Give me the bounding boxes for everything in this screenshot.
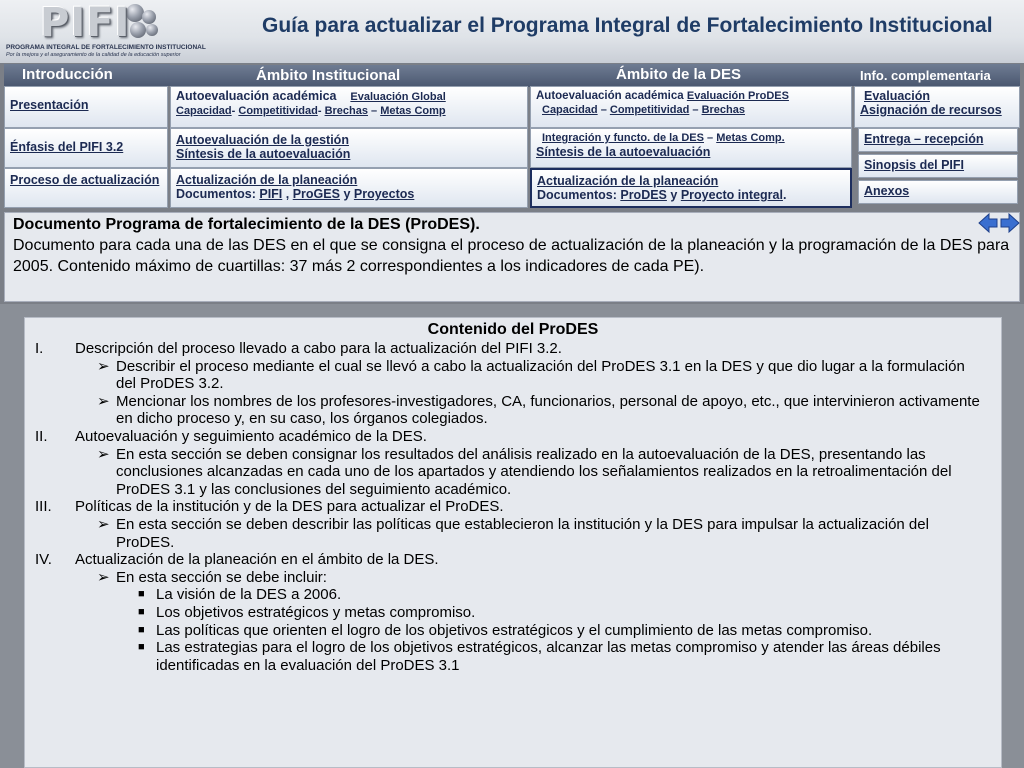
nav-info-sinopsis[interactable]: [858, 154, 1018, 178]
inst-eval-global-link[interactable]: Evaluación Global: [350, 91, 446, 103]
inst-gestion-link[interactable]: Autoevaluación de la gestión: [176, 133, 349, 147]
arrow-bullet-icon: ➢: [97, 568, 110, 586]
next-arrow-icon[interactable]: [1000, 212, 1020, 234]
bullet-item: [25, 516, 1001, 551]
info-asignacion-link[interactable]: Asignación de recursos: [860, 103, 1002, 117]
header-info-label: Info. complementaria: [860, 68, 991, 83]
info-sinopsis-link[interactable]: Sinopsis del PIFI: [864, 158, 965, 172]
section-text: Políticas de la institución y de la DES para actualizar el ProDES.: [75, 498, 504, 516]
bullet-text: En esta sección se deben describir las políticas que establecieron la institución y la DES para impulsar la actualización del ProDES.: [116, 515, 929, 551]
arrow-bullet-icon: ➢: [97, 515, 110, 533]
arrow-bullet-icon: ➢: [97, 357, 110, 375]
section-text: Descripción del proceso llevado a cabo para la actualización del PIFI 3.2.: [75, 340, 562, 357]
section-number: IV.: [35, 551, 52, 569]
sub-bullet-text: Los objetivos estratégicos y metas compromiso.: [156, 603, 476, 621]
logo-tagline: Por la mejora y el aseguramiento de la calidad de la educación superior: [6, 52, 181, 58]
nav-inst-actualizacion[interactable]: Actualización de la planeación Documentos: PIFI , ProGES y Proyectos: [170, 168, 528, 208]
nav-des-autoevaluacion[interactable]: Autoevaluación académica Evaluación ProDES Capacidad – Competitividad – Brechas: [530, 86, 852, 128]
logo-sphere-icon: [146, 24, 158, 36]
pifi-logo[interactable]: [4, 0, 206, 60]
des-competitividad-link[interactable]: Competitividad: [609, 104, 690, 116]
nav-info-anexos[interactable]: [858, 180, 1018, 204]
description-title: Documento Programa de fortalecimiento de la DES (ProDES).: [13, 216, 480, 233]
nav-des-integracion[interactable]: Integración y functo. de la DES – Metas Comp. Síntesis de la autoevaluación: [530, 128, 852, 168]
des-actualizacion-link[interactable]: Actualización de la planeación: [537, 174, 719, 188]
des-capacidad-link[interactable]: Capacidad: [542, 104, 598, 116]
nav-proceso-actualizacion[interactable]: [4, 168, 168, 208]
header-introduccion-label: Introducción: [22, 66, 113, 83]
sub-bullet-text: Las políticas que orienten el logro de los objetivos estratégicos y el cumplimiento de las metas compromiso.: [156, 621, 873, 639]
nav-presentacion[interactable]: [4, 86, 168, 128]
nav-info-evaluacion[interactable]: [854, 86, 1020, 128]
header-introduccion: [4, 64, 170, 86]
previous-arrow-icon[interactable]: [978, 212, 998, 234]
inst-autoeval-label: Autoevaluación académica: [176, 89, 337, 103]
nav-inst-gestion[interactable]: [170, 128, 528, 168]
sub-bullet-item: [25, 639, 1001, 674]
inst-brechas-link[interactable]: Brechas: [324, 105, 368, 117]
inst-proges-link[interactable]: ProGES: [292, 187, 340, 201]
info-entrega-link[interactable]: Entrega – recepción: [864, 132, 984, 146]
logo-letters: PIFI: [40, 0, 131, 46]
section-2: [25, 428, 1001, 446]
des-documentos-label: Documentos:: [537, 188, 617, 202]
section-text: Actualización de la planeación en el ámbito de la DES.: [75, 551, 439, 569]
bullet-text: Mencionar los nombres de los profesores-investigadores, CA, funcionarios, personal de apoyo, etc., que intervinieron activamente en dicho proceso y, en su caso, los órganos colegiados.: [116, 392, 980, 428]
des-eval-prodes-link[interactable]: Evaluación ProDES: [686, 90, 789, 102]
arrow-bullet-icon: ➢: [97, 445, 110, 463]
info-anexos-link[interactable]: Anexos: [864, 184, 910, 198]
contenido-title: Contenido del ProDES: [427, 321, 599, 338]
inst-pifi-link[interactable]: PIFI: [259, 187, 283, 201]
arrow-bullet-icon: ➢: [97, 392, 110, 410]
nav-presentacion-link[interactable]: Presentación: [10, 98, 89, 112]
sub-bullet-item: [25, 586, 1001, 604]
logo-subtitle: PROGRAMA INTEGRAL DE FORTALECIMIENTO INSTITUCIONAL: [6, 44, 206, 51]
nav-info-entrega[interactable]: [858, 128, 1018, 152]
nav-enfasis[interactable]: [4, 128, 168, 168]
page-title: Guía para actualizar el Programa Integral de Fortalecimiento Institucional: [262, 14, 993, 37]
document-description: [4, 212, 1020, 302]
section-text: Autoevaluación y seguimiento académico de la DES.: [75, 427, 427, 445]
contenido-prodes-panel: [24, 317, 1002, 768]
bullet-text: En esta sección se debe incluir:: [116, 568, 327, 586]
header-ambito-des: [530, 64, 854, 86]
logo-sphere-icon: [142, 10, 156, 24]
section-number: III.: [35, 498, 52, 516]
square-bullet-icon: ■: [138, 605, 145, 618]
nav-des-actualizacion-active[interactable]: [530, 168, 852, 208]
inst-sintesis-link[interactable]: Síntesis de la autoevaluación: [176, 147, 351, 161]
description-body: Documento para cada una de las DES en el que se consigna el proceso de actualización de la planeación y la programación de la DES para 2005. Contenido máximo de cuartillas: 37 más 2 correspondientes a los indicadores de cada PE).: [13, 237, 1010, 275]
header-info-complementaria: [854, 64, 1020, 86]
bullet-item: [25, 393, 1001, 428]
bullet-text: Describir el proceso mediante el cual se llevó a cabo la actualización del ProDES 3.1 en la DES y que dio lugar a la formulación del ProDES 3.2.: [116, 357, 965, 393]
header-ambito-institucional: [170, 65, 530, 87]
inst-metas-link[interactable]: Metas Comp: [380, 105, 446, 117]
bullet-item: [25, 358, 1001, 393]
des-dot-text: .: [782, 188, 787, 202]
header: [0, 0, 1024, 64]
des-metas-link[interactable]: Metas Comp.: [716, 132, 785, 144]
inst-y-text: y: [343, 187, 351, 201]
sub-bullet-item: [25, 604, 1001, 622]
sub-bullet-item: [25, 622, 1001, 640]
sub-bullet-text: Las estrategias para el logro de los objetivos estratégicos, alcanzar las metas compromiso y atender las áreas débiles identificadas en la evaluación del ProDES 3.1: [156, 639, 941, 674]
des-proyecto-integral-link[interactable]: Proyecto integral: [680, 188, 783, 202]
square-bullet-icon: ■: [138, 623, 145, 636]
inst-actualizacion-link[interactable]: Actualización de la planeación: [176, 173, 358, 187]
section-3: [25, 498, 1001, 516]
des-prodes-link[interactable]: ProDES: [620, 188, 667, 202]
sub-bullet-text: La visión de la DES a 2006.: [156, 586, 342, 604]
des-sintesis-link[interactable]: Síntesis de la autoevaluación: [536, 145, 711, 159]
des-y-text: y: [670, 188, 678, 202]
des-brechas-link[interactable]: Brechas: [701, 104, 745, 116]
inst-proyectos-link[interactable]: Proyectos: [353, 187, 415, 201]
nav-proceso-link[interactable]: Proceso de actualización: [10, 173, 160, 187]
info-evaluacion-link[interactable]: Evaluación: [864, 89, 930, 103]
header-ambito-institucional-label: Ámbito Institucional: [256, 67, 401, 84]
des-autoeval-label: Autoevaluación académica: [536, 90, 684, 102]
inst-capacidad-link[interactable]: Capacidad: [176, 105, 232, 117]
inst-documentos-label: Documentos:: [176, 187, 256, 201]
section-number: I.: [35, 340, 44, 357]
inst-competitividad-link[interactable]: Competitividad: [238, 105, 318, 117]
bullet-item: [25, 569, 1001, 587]
logo-sphere-icon: [130, 22, 146, 38]
nav-enfasis-link[interactable]: Énfasis del PIFI 3.2: [10, 140, 124, 154]
section-4: [25, 551, 1001, 569]
square-bullet-icon: ■: [138, 588, 145, 601]
header-ambito-des-label: Ámbito de la DES: [616, 66, 742, 83]
des-integracion-link[interactable]: Integración y functo. de la DES: [542, 132, 704, 144]
nav-inst-autoevaluacion[interactable]: Autoevaluación académica Evaluación Global Capacidad- Competitividad- Brechas – Metas Comp: [170, 86, 528, 128]
bullet-item: [25, 446, 1001, 499]
bullet-text: En esta sección se deben consignar los resultados del análisis realizado en la autoevaluación de la DES, presentando las conclusiones alcanzadas en cada uno de los apartados y atendiendo los señalamientos realizados en la retroalimentación del ProDES 3.1 y las conclusiones del seguimiento académico.: [116, 445, 952, 498]
section-1: [25, 340, 1001, 358]
square-bullet-icon: ■: [138, 641, 145, 654]
section-number: II.: [35, 427, 48, 445]
